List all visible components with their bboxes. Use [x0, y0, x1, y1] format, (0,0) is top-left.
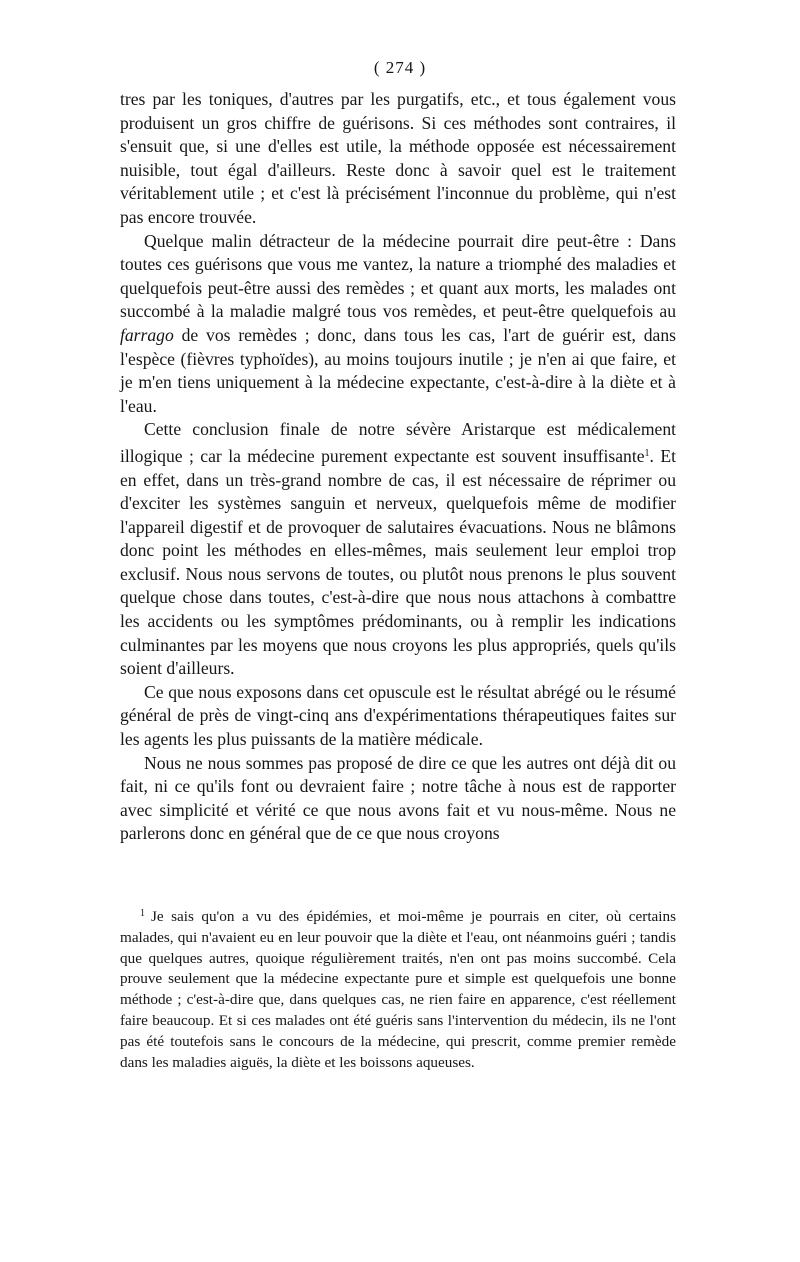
paragraph-4: Ce que nous exposons dans cet opuscule est le résultat abrégé ou le résumé général de près de vingt-cinq ans d'expérimentations thérapeutiques faites sur les agents les plus puissants de la matière médicale.: [120, 681, 676, 750]
page-number: ( 274 ): [373, 58, 427, 77]
paragraph-3-text-start: Cette conclusion finale de notre sévère Aristarque est médicalement illogique ; car la médecine purement expectante est souvent insuffisante: [120, 419, 676, 466]
body-text: [120, 88, 676, 846]
paragraph-2-text-start: Quelque malin détracteur de la médecine pourrait dire peut-être : Dans toutes ces guérisons que vous me vantez, la nature a triomphé des maladies et quelquefois peut-être aussi des remèdes ; et quant aux morts, les malades ont succombé à la maladie malgré tous vos remèdes, et peut-être quelquefois au: [120, 230, 676, 322]
paragraph-2-text-end: de vos remèdes ; donc, dans tous les cas, l'art de guérir est, dans l'espèce (fièvres typhoïdes), au moins toujours inutile ; je n'en ai que faire, et je m'en tiens uniquement à la médecine expectante, c'est-à-dire à la diète et à l'eau.: [120, 324, 676, 416]
paragraph-1: tres par les toniques, d'autres par les purgatifs, etc., et tous également vous produisent un gros chiffre de guérisons. Si ces méthodes sont contraires, il s'ensuit que, si une d'elles est utile, la méthode opposée est nécessairement nuisible, tout égal d'ailleurs. Reste donc à savoir quel est le traitement véritablement utile ; et c'est là précisément l'inconnue du problème, qui n'est pas encore trouvée.: [120, 89, 676, 227]
footnote: [120, 904, 676, 1073]
paragraph-2: [120, 230, 676, 419]
footnote-reference: 1: [644, 447, 650, 459]
footnote-text: Je sais qu'on a vu des épidémies, et moi-même je pourrais en citer, où certains malades, qui n'avaient eu en leur pouvoir que la diète et l'eau, ont néanmoins guéri ; tandis que quelques autres, quoique régulièrement traités, n'en ont pas moins succombé. Cela prouve seulement que la médecine expectante pure et simple est quelquefois une bonne méthode ; c'est-à-dire que, dans quelques cas, ne rien faire en apparence, c'est réellement faire beaucoup. Et si ces malades ont été guéris sans l'intervention du médecin, ils ne l'ont pas été toutefois sans le concours de la médecine, qui prescrit, comme premier remède dans les maladies aiguës, la diète et les boissons aqueuses.: [120, 908, 676, 1071]
paragraph-3-text-end: . Et en effet, dans un très-grand nombre de cas, il est nécessaire de réprimer ou d'exciter les systèmes sanguin et nerveux, quelquefois même de modifier l'appareil digestif et de provoquer de salutaires évacuations. Nous ne blâmons donc point les méthodes en elles-mêmes, mais seulement leur emploi trop exclusif. Nous nous servons de toutes, ou plutôt nous prenons le plus souvent quelque chose dans toutes, c'est-à-dire que nous nous attachons à combattre les accidents ou les symptômes prédominants, ou à remplir les indications culminantes par les moyens que nous croyons les plus appropriés, quels qu'ils soient d'ailleurs.: [120, 445, 677, 679]
paragraph-5: Nous ne nous sommes pas proposé de dire ce que les autres ont déjà dit ou fait, ni ce qu'ils font ou devraient faire ; notre tâche à nous est de rapporter avec simplicité et vérité ce que nous avons fait et vu nous-même. Nous ne parlerons donc en général que de ce que nous croyons: [120, 752, 676, 844]
footnote-mark: 1: [140, 908, 145, 919]
emphasis-farrago: farrago: [120, 324, 174, 345]
paragraph-3: [120, 418, 676, 681]
